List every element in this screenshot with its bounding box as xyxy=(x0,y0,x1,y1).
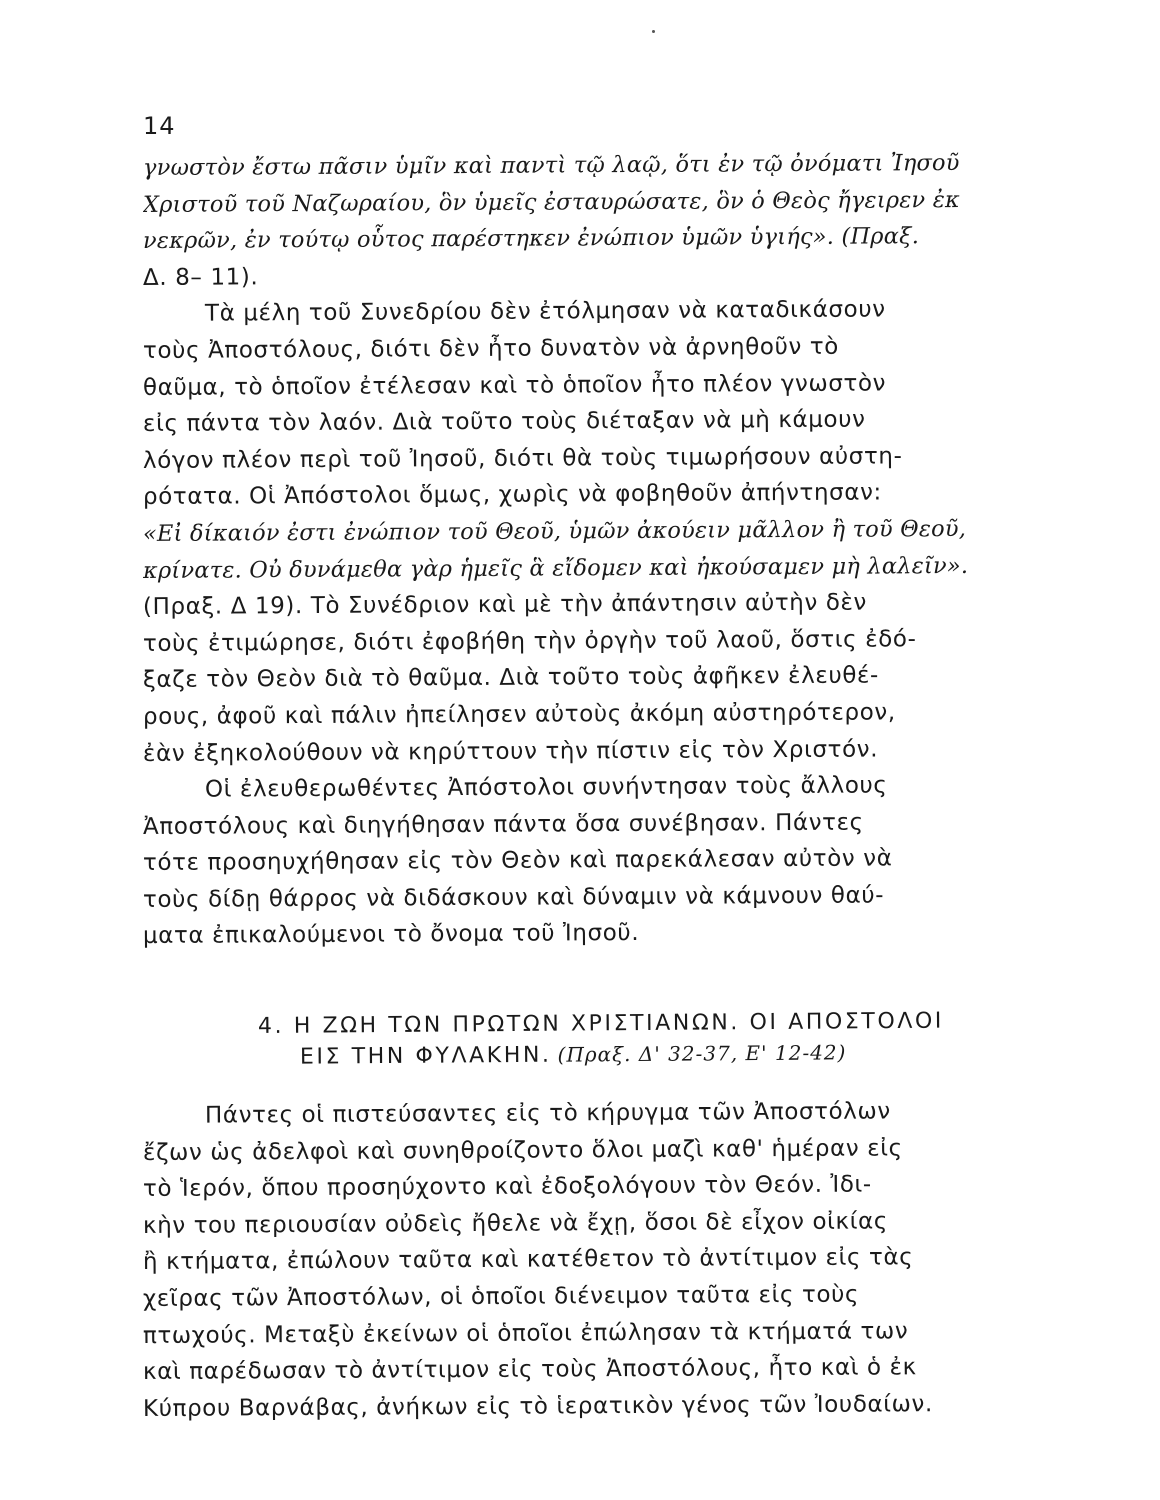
text-line: χεῖρας τῶν Ἀποστόλων, οἱ ὁποῖοι διένειμον ταῦτα εἰς τοὺς xyxy=(142,1281,860,1312)
text-line: εἰς πάντα τὸν λαόν. Διὰ τοῦτο τοὺς διέταξαν νὰ μὴ κάμουν xyxy=(142,406,866,438)
paragraph-released-apostles xyxy=(143,772,1103,955)
text-line: γνωστὸν ἔστω πᾶσιν ὑμῖν καὶ παντὶ τῷ λαῷ, ὅτι ἐν τῷ ὀνόματι Ἰησοῦ xyxy=(142,150,960,181)
paragraph-sanhedrin xyxy=(143,296,1103,772)
text-line: τοὺς δίδῃ θάρρος νὰ διδάσκουν καὶ δύναμιν νὰ κάμνουν θαύ- xyxy=(142,882,885,913)
text-line: τότε προσηυχήθησαν εἰς τὸν Θεὸν καὶ παρεκάλεσαν αὐτὸν νὰ xyxy=(142,845,893,877)
text-line: Πάντες οἱ πιστεύσαντες εἰς τὸ κήρυγμα τῶν Ἀποστόλων xyxy=(204,1098,891,1129)
text-line: κρίνατε. Οὐ δυνάμεθα γὰρ ἡμεῖς ἃ εἴδομεν καὶ ἠκούσαμεν μὴ λαλεῖν». xyxy=(142,552,969,584)
text-line: ἐὰν ἐξηκολούθουν νὰ κηρύττουν τὴν πίστιν εἰς τὸν Χριστόν. xyxy=(142,736,879,767)
page-number: 14 xyxy=(143,112,176,140)
section-heading xyxy=(257,1008,1018,1073)
section-heading-title-end: ΕΙΣ ΤΗΝ ΦΥΛΑΚΗΝ. xyxy=(299,1042,552,1070)
section-heading-line-1: 4. Η ΖΩΗ ΤΩΝ ΠΡΩΤΩΝ ΧΡΙΣΤΙΑΝΩΝ. ΟΙ ΑΠΟΣΤΟΛΟΙ xyxy=(257,1008,945,1039)
section-heading-line-2 xyxy=(258,1036,1018,1073)
paragraph-quote-continuation xyxy=(143,150,1103,296)
text-line: νεκρῶν, ἐν τούτῳ οὗτος παρέστηκεν ἐνώπιον ὑμῶν ὑγιής». (Πραξ. xyxy=(142,223,920,255)
text-line: Δ. 8– 11). xyxy=(142,264,259,291)
text-line: Τὰ μέλη τοῦ Συνεδρίου δὲν ἐτόλμησαν νὰ καταδικάσουν xyxy=(204,296,886,327)
text-line: ἔζων ὡς ἀδελφοὶ καὶ συνηθροίζοντο ὅλοι μαζὶ καθ' ἡμέραν εἰς xyxy=(142,1134,903,1166)
text-line: ἢ κτήματα, ἐπώλουν ταῦτα καὶ κατέθετον τὸ ἀντίτιμον εἰς τὰς xyxy=(142,1244,914,1276)
text-line: «Εἰ δίκαιόν ἐστι ἐνώπιον τοῦ Θεοῦ, ὑμῶν ἀκούειν μᾶλλον ἢ τοῦ Θεοῦ, xyxy=(142,515,967,547)
body-text-lower xyxy=(143,1098,1103,1427)
text-line: Κύπρου Βαρνάβας, ἀνήκων εἰς τὸ ἱερατικὸν γένος τῶν Ἰουδαίων. xyxy=(142,1390,933,1422)
text-line: Ἀποστόλους καὶ διηγήθησαν πάντα ὅσα συνέβησαν. Πάντες xyxy=(142,809,864,840)
text-line: ρότατα. Οἱ Ἀπόστολοι ὅμως, χωρὶς νὰ φοβηθοῦν ἀπήντησαν: xyxy=(142,479,882,511)
text-line: καὶ παρέδωσαν τὸ ἀντίτιμον εἰς τοὺς Ἀποστόλους, ἦτο καὶ ὁ ἐκ xyxy=(142,1354,917,1386)
text-line: ρους, ἀφοῦ καὶ πάλιν ἠπείλησεν αὐτοὺς ἀκόμη αὐστηρότερον, xyxy=(142,699,896,730)
text-line: θαῦμα, τὸ ὁποῖον ἐτέλεσαν καὶ τὸ ὁποῖον ἦτο πλέον γνωστὸν xyxy=(142,370,887,401)
paragraph-first-christians xyxy=(143,1098,1103,1427)
text-line: πτωχούς. Μεταξὺ ἐκείνων οἱ ὁποῖοι ἐπώλησαν τὰ κτήματά των xyxy=(142,1317,909,1349)
text-line: λόγον πλέον περὶ τοῦ Ἰησοῦ, διότι θὰ τοὺς τιμωρήσουν αὐστη- xyxy=(142,443,903,474)
text-line: κὴν του περιουσίαν οὐδεὶς ἤθελε νὰ ἔχῃ, ὅσοι δὲ εἶχον οἰκίας xyxy=(142,1208,888,1239)
section-heading-reference: (Πραξ. Δ' 32-37, Ε' 12-42) xyxy=(557,1040,847,1067)
text-line: Οἱ ἐλευθερωθέντες Ἀπόστολοι συνήντησαν τοὺς ἄλλους xyxy=(204,772,888,803)
text-line: Χριστοῦ τοῦ Ναζωραίου, ὃν ὑμεῖς ἐσταυρώσατε, ὃν ὁ Θεὸς ἤγειρεν ἐκ xyxy=(142,186,961,218)
text-line: τοὺς ἐτιμώρησε, διότι ἐφοβήθη τὴν ὀργὴν τοῦ λαοῦ, ὅστις ἐδό- xyxy=(142,625,917,657)
text-line: (Πραξ. Δ 19). Τὸ Συνέδριον καὶ μὲ τὴν ἀπάντησιν αὐτὴν δὲν xyxy=(142,589,868,621)
body-text-upper xyxy=(143,150,1103,955)
text-line: τοὺς Ἀποστόλους, διότι δὲν ἦτο δυνατὸν νὰ ἀρνηθοῦν τὸ xyxy=(142,333,840,364)
text-line: ξαζε τὸν Θεὸν διὰ τὸ θαῦμα. Διὰ τοῦτο τοὺς ἀφῆκεν ἐλευθέ- xyxy=(142,662,880,694)
text-line: τὸ Ἱερόν, ὅπου προσηύχοντο καὶ ἐδοξολόγουν τὸν Θεόν. Ἰδι- xyxy=(142,1171,872,1203)
scan-speck xyxy=(652,30,655,33)
text-line: ματα ἐπικαλούμενοι τὸ ὄνομα τοῦ Ἰησοῦ. xyxy=(142,920,640,950)
